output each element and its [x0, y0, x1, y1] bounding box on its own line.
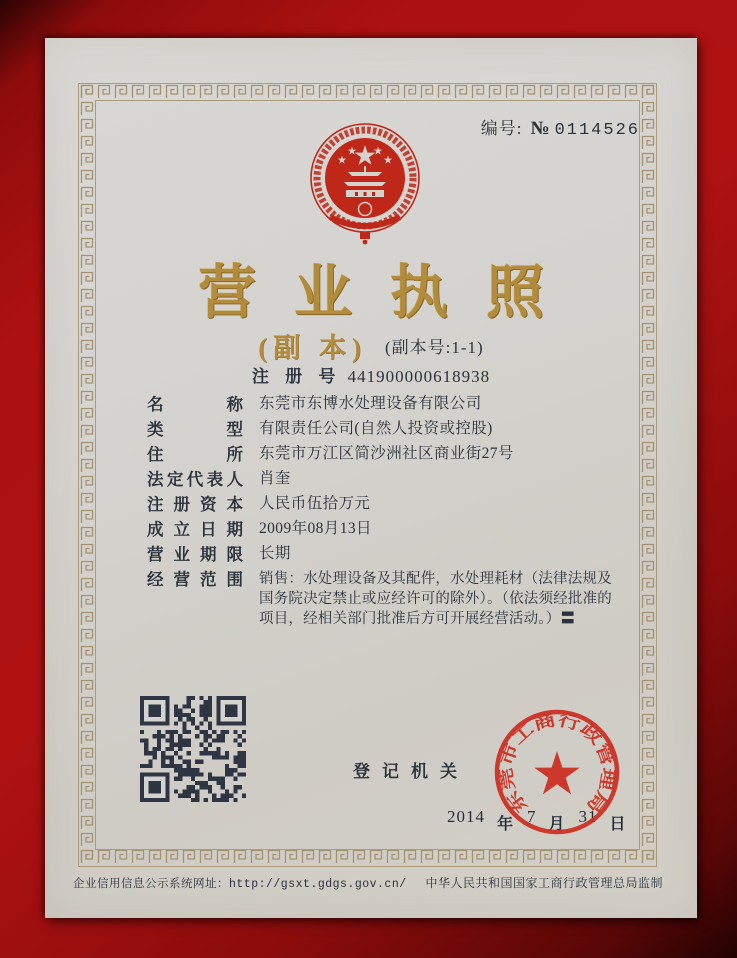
- field-value: 2009年08月13日: [259, 520, 372, 537]
- field-label: 类型: [147, 420, 243, 439]
- official-seal-stamp: [487, 701, 627, 843]
- serial-number-line: [481, 114, 640, 140]
- field-row-type: [147, 419, 625, 444]
- serial-number: 0114526: [554, 121, 640, 140]
- registration-number-line: [45, 362, 697, 387]
- registration-label: 注 册 号: [251, 367, 342, 386]
- registration-number: 441900000618938: [347, 367, 491, 386]
- date-month-unit: 月: [548, 816, 565, 833]
- field-label: 注册资本: [147, 495, 243, 514]
- field-value: 销售：水处理设备及其配件，水处理耗材（法律法规及国务院决定禁止或应经许可的除外）。（依法须经批准的项目，经相关部门批准后方可开展经营活动。）〓: [259, 571, 612, 627]
- date-day-unit: 日: [609, 816, 626, 833]
- seal-text: 东莞市工商行政管理局: [496, 710, 619, 817]
- field-value: 东莞市万江区简沙洲社区商业街27号: [259, 445, 514, 462]
- license-title: 营业执照: [197, 260, 582, 325]
- credit-site-label: 企业信用信息公示系统网址：: [73, 878, 229, 890]
- footer: [73, 874, 663, 892]
- field-value: 肖奎: [259, 470, 291, 487]
- field-label: 法定代表人: [147, 470, 243, 489]
- subtitle-row: [45, 326, 697, 365]
- field-label: 名称: [147, 395, 243, 414]
- date-year: 2014: [447, 807, 485, 826]
- field-value: 长期: [259, 545, 291, 562]
- field-row-address: [147, 444, 625, 469]
- field-row-capital: [147, 494, 625, 519]
- copy-label: (副 本): [258, 333, 367, 363]
- field-value: 有限责任公司(自然人投资或控股): [259, 420, 493, 437]
- copy-number: (副本号:1-1): [385, 338, 484, 357]
- date-month: 7: [527, 807, 537, 826]
- date-day: 31: [578, 807, 598, 826]
- issuer-label: 登记机关: [353, 762, 469, 781]
- field-value: 东莞市东博水处理设备有限公司: [259, 395, 482, 412]
- field-label: 经营范围: [147, 570, 243, 589]
- field-value: 人民币伍拾万元: [259, 495, 371, 512]
- footer-left: [73, 874, 407, 892]
- field-label: 营业期限: [147, 545, 243, 564]
- field-row-term: [147, 544, 625, 569]
- footer-right-supervisor: 中华人民共和国国家工商行政管理总局监制: [425, 876, 663, 890]
- field-row-name: [147, 394, 625, 419]
- national-emblem-icon: [300, 122, 430, 246]
- qr-code-icon: [140, 696, 246, 802]
- field-label: 成立日期: [147, 520, 243, 539]
- serial-label: 编号:: [480, 119, 523, 138]
- seal-star-icon: [534, 751, 580, 794]
- field-row-legal-rep: [147, 469, 625, 494]
- field-label: 住所: [147, 445, 243, 464]
- numero-symbol: №: [530, 118, 551, 139]
- credit-site-url: http://gsxt.gdgs.gov.cn/: [229, 878, 407, 891]
- date-year-unit: 年: [497, 816, 514, 833]
- field-row-established: [147, 519, 625, 544]
- field-row-business-scope: [147, 569, 625, 629]
- business-license-document: [45, 38, 697, 918]
- license-fields: [147, 394, 625, 629]
